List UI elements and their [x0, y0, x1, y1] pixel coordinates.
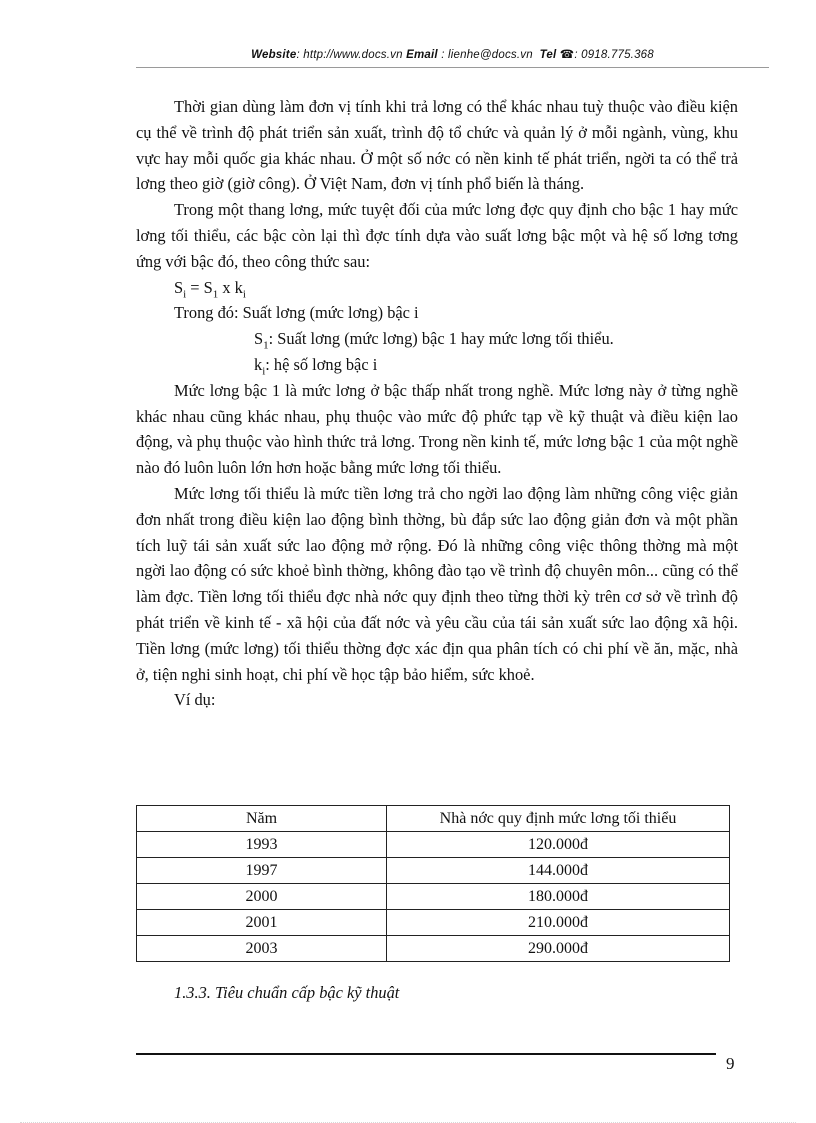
email-value: : lienhe@docs.vn [441, 49, 533, 61]
example-label: Ví dụ: [174, 690, 216, 710]
cell-wage: 290.000đ [387, 936, 730, 962]
minimum-wage-table [136, 805, 730, 962]
cell-year: 2000 [137, 884, 387, 910]
table-row [137, 936, 730, 962]
table-row [137, 832, 730, 858]
table-row [137, 858, 730, 884]
table-row [137, 910, 730, 936]
cell-year: 1997 [137, 858, 387, 884]
table-row [137, 884, 730, 910]
column-header-year: Năm [137, 806, 387, 832]
formula-ki-definition: $k_i$: hệ số lơng bậc i [254, 354, 378, 378]
cell-wage: 210.000đ [387, 910, 730, 936]
tel-value: ☎: 0918.775.368 [559, 49, 654, 61]
document-body [136, 94, 738, 713]
paragraph-wage-scale: Trong một thang lơng, mức tuyệt đối của mức lơng đợc quy định cho bậc 1 hay mức lơng tối thiểu, các bậc còn lại thì đợc tính dựa vào suất lơng bậc một và hệ số lơng tơng ứng với bậc đó, theo công thức sau: [136, 200, 738, 271]
paragraph-level1-wage: Mức lơng bậc 1 là mức lơng ở bậc thấp nhất trong nghề. Mức lơng này ở từng nghề khác nhau cũng khác nhau, phụ thuộc vào mức độ phức tạp về kỹ thuật và điều kiện lao động, và phụ thuộc vào hình thức trả lơng. Trong nền kinh tế, mức lơng bậc 1 của một nghề nào đó luôn luôn lớn hơn hoặc bằng mức lơng tối thiểu. [136, 380, 738, 478]
wage-formula: $S_i = S_1$ x $k_i$ [174, 277, 246, 300]
paragraph-minimum-wage: Mức lơng tối thiểu là mức tiền lơng trả cho ngời lao động làm những công việc giản đơn nhất trong điều kiện lao động bình thờng, bù đắp sức lao động giản đơn và một phần tích luỹ tái sản xuất sức lao động mở rộng. Đó là những công việc thông thờng mà một ngời lao động có sức khoẻ bình thờng, không đào tạo về trình độ chuyên môn... cũng có thể làm đợc. Tiền lơng tối thiểu đợc nhà nớc quy định theo từng thời kỳ trên cơ sở về trình độ phát triển về kinh tế - xã hội của đất nớc và yêu cầu của tái sản xuất sức lao động xã hội. Tiền lơng (mức lơng) tối thiểu thờng đợc xác địn qua phân tích có chi phí về ăn, mặc, nhà ở, tiện nghi sinh hoạt, chi phí về học tập bảo hiểm, sức khoẻ. [136, 483, 738, 684]
page-header [136, 47, 769, 61]
tel-label: Tel [539, 49, 557, 61]
cell-wage: 180.000đ [387, 884, 730, 910]
footer-divider [136, 1053, 716, 1055]
cell-year: 2003 [137, 936, 387, 962]
formula-where-line: Trong đó: Suất lơng (mức lơng) bậc i [174, 303, 419, 323]
cell-year: 1993 [137, 832, 387, 858]
section-heading: 1.3.3. Tiêu chuẩn cấp bậc kỹ thuật [174, 983, 400, 1002]
email-label: Email [406, 49, 438, 61]
formula-s1-definition: $S_1$: Suất lơng (mức lơng) bậc 1 hay mức lơng tối thiểu. [254, 329, 614, 352]
column-header-wage: Nhà nớc quy định mức lơng tối thiểu [387, 806, 730, 832]
header-divider [136, 67, 769, 68]
cell-year: 2001 [137, 910, 387, 936]
table-header-row [137, 806, 730, 832]
paragraph-time-unit: Thời gian dùng làm đơn vị tính khi trả lơng có thể khác nhau tuỳ thuộc vào điều kiện cụ thể về trình độ phát triển sản xuất, trình độ tổ chức và quản lý ở mỗi ngành, vùng, khu vực hay mỗi quốc gia khác nhau. Ở một số nớc có nền kinh tế phát triển, ngời ta có thể trả lơng theo giờ (giờ công). Ở Việt Nam, đơn vị tính phổ biến là tháng. [136, 97, 738, 194]
cell-wage: 120.000đ [387, 832, 730, 858]
website-value: : http://www.docs.vn [296, 49, 403, 61]
cell-wage: 144.000đ [387, 858, 730, 884]
page-number: 9 [726, 1054, 735, 1073]
website-label: Website [251, 49, 297, 61]
